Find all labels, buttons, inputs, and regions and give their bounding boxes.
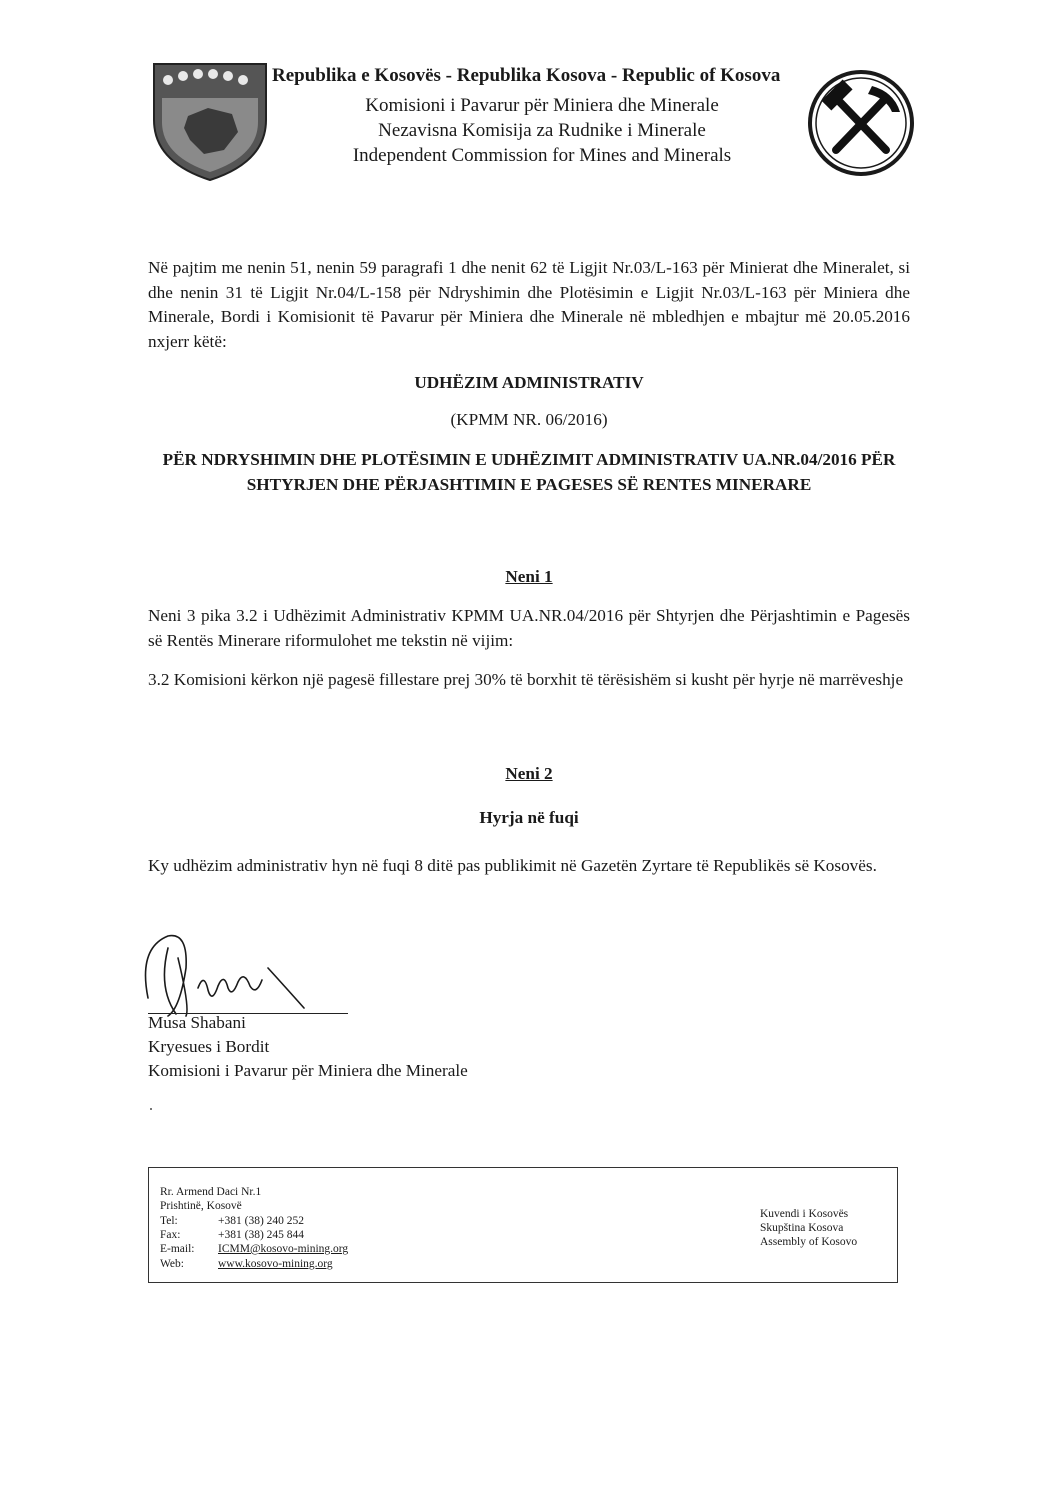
scan-speck bbox=[150, 1108, 152, 1110]
document-number: (KPMM NR. 06/2016) bbox=[450, 410, 608, 429]
footer-address-street: Rr. Armend Daci Nr.1 bbox=[160, 1186, 262, 1198]
footer-email-row bbox=[160, 1243, 348, 1256]
footer-email-link[interactable]: ICMM@kosovo-mining.org bbox=[218, 1243, 349, 1255]
article-2-subheading: Hyrja në fuqi bbox=[479, 808, 579, 827]
header-republic-title: Republika e Kosovës - Republika Kosova - Republic of Kosova bbox=[272, 65, 781, 86]
intro-paragraph: Në pajtim me nenin 51, nenin 59 paragrafi 1 dhe nenit 62 të Ligjit Nr.03/L-163 për Minierat dhe Mineralet, si dhe nenin 31 të Ligjit Nr.04/L-158 për Ndryshimin dhe Plotësimin e Ligjit Nr.03/L-163 për Miniera dhe Minerale, Bordi i Komisionit të Pavarur për Miniera dhe Minerale në mbledhjen e mbajtur më 20.05.2016 nxjerr këtë: bbox=[148, 258, 910, 351]
footer-tel-row bbox=[160, 1215, 304, 1228]
footer-fax-value: +381 (38) 245 844 bbox=[218, 1229, 305, 1241]
footer-web-label: Web: bbox=[160, 1258, 184, 1270]
article-2-heading: Neni 2 bbox=[505, 764, 553, 783]
footer-assembly-english: Assembly of Kosovo bbox=[760, 1236, 858, 1248]
footer-tel-label: Tel: bbox=[160, 1215, 178, 1227]
article-2-paragraph-1: Ky udhëzim administrativ hyn në fuqi 8 ditë pas publikimit në Gazetën Zyrtare të Republikës së Kosovës. bbox=[148, 856, 877, 875]
article-1-paragraph-2: 3.2 Komisioni kërkon një pagesë fillestare prej 30% të borxhit të tërësishëm si kusht për hyrje në marrëveshje bbox=[148, 670, 904, 689]
signatory-name: Musa Shabani bbox=[148, 1013, 246, 1032]
footer-email-label: E-mail: bbox=[160, 1243, 195, 1255]
kosovo-emblem-icon bbox=[148, 58, 272, 184]
article-1-heading: Neni 1 bbox=[505, 567, 553, 586]
footer-web-link[interactable]: www.kosovo-mining.org bbox=[218, 1258, 333, 1270]
document-subtitle: PËR NDRYSHIMIN DHE PLOTËSIMIN E UDHËZIMIT ADMINISTRATIV UA.NR.04/2016 PËR SHTYRJEN DHE PËRJASHTIMIN E PAGESES SË RENTES MINERARE bbox=[162, 450, 896, 494]
footer-web-row bbox=[160, 1258, 333, 1271]
footer-assembly-albanian: Kuvendi i Kosovës bbox=[760, 1208, 849, 1220]
signatory-role: Kryesues i Bordit bbox=[148, 1037, 270, 1056]
handwritten-signature bbox=[128, 928, 358, 1020]
footer-address-city: Prishtinë, Kosovë bbox=[160, 1200, 242, 1212]
footer-fax-row bbox=[160, 1229, 304, 1242]
article-1-paragraph-1: Neni 3 pika 3.2 i Udhëzimit Administrativ KPMM UA.NR.04/2016 për Shtyrjen dhe Përjashtimin e Pagesës së Rentës Minerare riformulohet me tekstin në vijim: bbox=[148, 606, 910, 650]
footer-tel-value: +381 (38) 240 252 bbox=[218, 1215, 305, 1227]
header-commission-serbian: Nezavisna Komisija za Rudnike i Minerale bbox=[378, 120, 706, 141]
header-commission-albanian: Komisioni i Pavarur për Miniera dhe Minerale bbox=[365, 95, 719, 116]
header-commission-english: Independent Commission for Mines and Minerals bbox=[352, 145, 732, 166]
document-title: UDHËZIM ADMINISTRATIV bbox=[414, 373, 644, 392]
hammer-and-pick-logo-icon bbox=[806, 68, 916, 178]
signatory-organization: Komisioni i Pavarur për Miniera dhe Minerale bbox=[148, 1061, 468, 1080]
footer-assembly-serbian: Skupština Kosova bbox=[760, 1222, 844, 1234]
footer-fax-label: Fax: bbox=[160, 1229, 181, 1241]
